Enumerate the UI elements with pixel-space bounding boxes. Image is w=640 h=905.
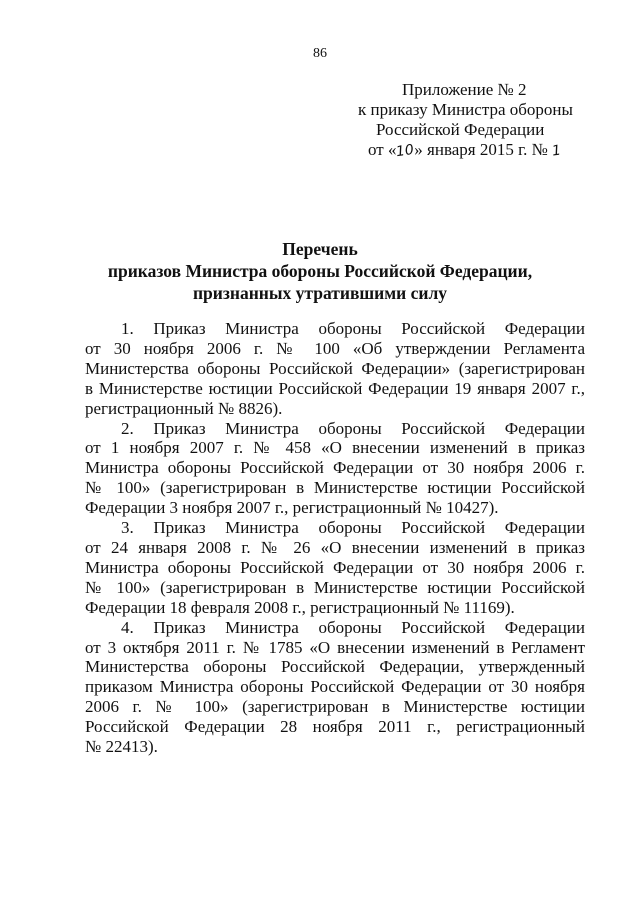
- list-item-line: от 3 октября 2011 г. № 1785 «О внесении изменений в Регламент: [85, 637, 585, 657]
- list-item-line: от 30 ноября 2006 г. № 100 «Об утверждении Регламента: [85, 338, 585, 358]
- list-item-line: 4. Приказ Министра обороны Российской Федерации: [121, 617, 585, 637]
- list-item: [85, 319, 585, 419]
- list-item-line: Федерации 3 ноября 2007 г., регистрационный № 10427).: [85, 498, 499, 518]
- list-item-line: Министра обороны Российской Федерации от 30 ноября 2006 г.: [85, 557, 585, 577]
- list-item: [85, 518, 585, 618]
- list-item-line: в Министерстве юстиции Российской Федерации 19 января 2007 г.,: [85, 378, 585, 398]
- appendix-title: Приложение № 2: [402, 80, 527, 99]
- title-line-2: приказов Министра обороны Российской Федерации,: [107, 261, 533, 281]
- handwritten-day: 10: [395, 141, 416, 161]
- list-item-line: 1. Приказ Министра обороны Российской Федерации: [121, 319, 585, 338]
- page-number: 86: [313, 46, 327, 61]
- list-item-line: Федерации 18 февраля 2008 г., регистрационный № 11169).: [85, 597, 515, 617]
- appendix-country: Российской Федерации: [376, 120, 545, 139]
- appendix-date-line: [346, 140, 606, 161]
- list-item-line: от 1 ноября 2007 г. № 458 «О внесении изменений в приказ: [85, 438, 585, 458]
- title-line-1: Перечень: [282, 239, 358, 259]
- list-item-line: № 100» (зарегистрирован в Министерстве юстиции Российской: [85, 478, 585, 498]
- title-line-3: признанных утратившими силу: [192, 283, 448, 303]
- list-item-line: Министерства обороны Российской Федерации, утвержденный: [85, 657, 585, 677]
- list-item-line: регистрационный № 8826).: [85, 398, 283, 418]
- appendix-header: [346, 80, 606, 161]
- list-item-line: приказом Министра обороны Российской Федерации от 30 ноября: [85, 677, 585, 697]
- list-item: [85, 618, 585, 757]
- appendix-date-middle: » января 2015 г. №: [414, 140, 548, 159]
- orders-list: [85, 319, 585, 757]
- list-item-line: Российской Федерации 28 ноября 2011 г., регистрационный: [85, 717, 585, 737]
- appendix-date-prefix: от «: [368, 140, 397, 159]
- list-item: [85, 419, 585, 519]
- list-item-line: 3. Приказ Министра обороны Российской Федерации: [121, 518, 585, 538]
- appendix-order-ref: к приказу Министра обороны: [358, 100, 573, 119]
- list-item-line: № 100» (зарегистрирован в Министерстве юстиции Российской: [85, 577, 585, 597]
- list-item-line: от 24 января 2008 г. № 26 «О внесении изменений в приказ: [85, 537, 585, 557]
- document-title: [0, 238, 640, 304]
- handwritten-number: 1: [551, 142, 563, 160]
- list-item-line: Министра обороны Российской Федерации от 30 ноября 2006 г.: [85, 458, 585, 478]
- list-item-line: 2006 г. № 100» (зарегистрирован в Министерстве юстиции: [85, 697, 585, 717]
- list-item-line: № 22413).: [85, 737, 158, 757]
- list-item-line: 2. Приказ Министра обороны Российской Федерации: [121, 418, 585, 438]
- list-item-line: Министерства обороны Российской Федерации» (зарегистрирован: [85, 358, 585, 378]
